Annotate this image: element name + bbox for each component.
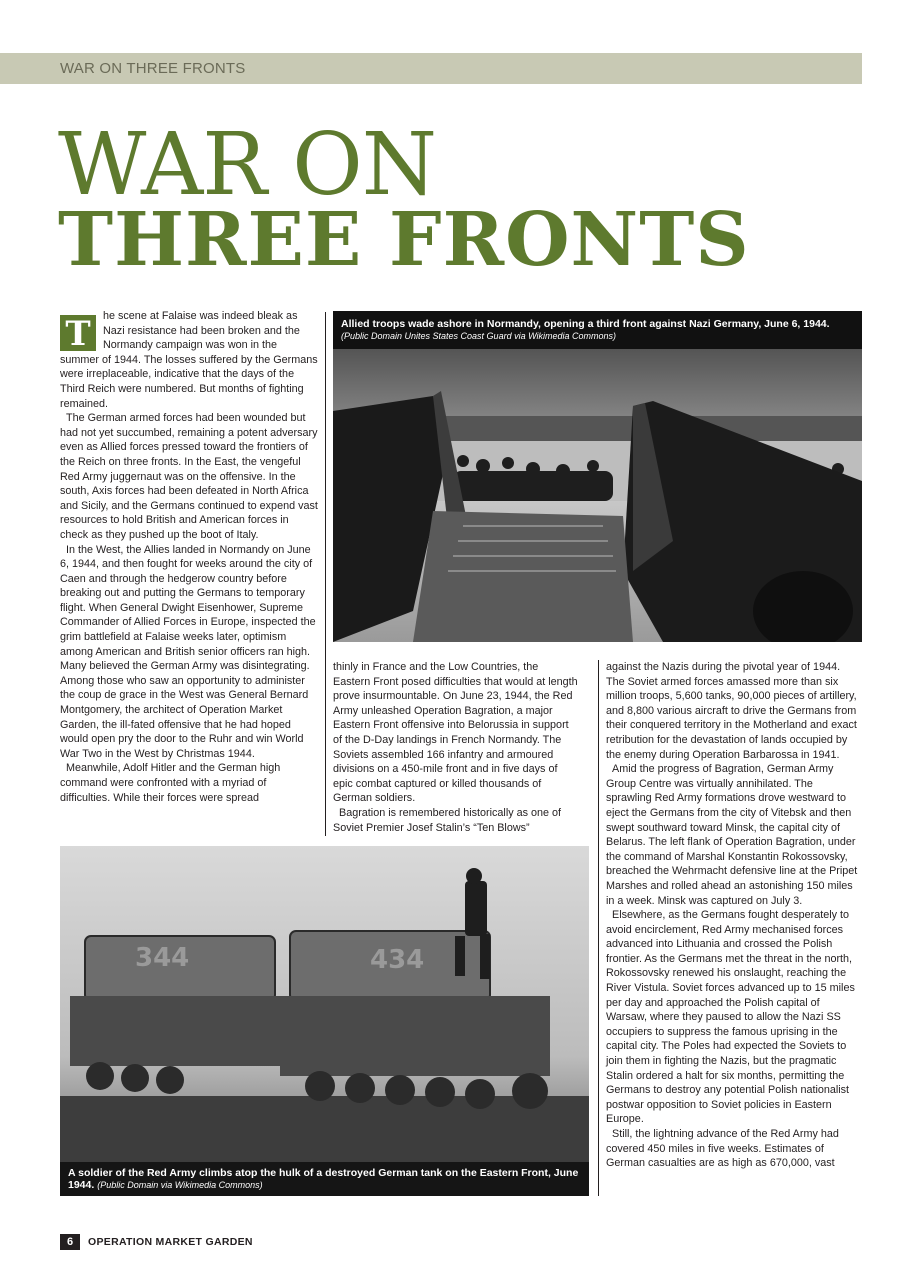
paragraph: Bagration is remembered historically as one of Soviet Premier Josef Stalin’s “Ten Blows” xyxy=(333,806,562,834)
article-column-1 xyxy=(60,309,318,805)
article-column-3 xyxy=(606,660,858,1171)
destroyed-tank-photo xyxy=(60,846,589,1196)
paragraph: In the West, the Allies landed in Normandy on June 6, 1944, and then fought for weeks around the city of Caen and through the hedgerow country before breaking out and putting the Germans to temporary flight. When General Dwight Eisenhower, Supreme Commander of Allied Forces in Europe, inspected the grim battlefield at Falaise weeks later, optimism among American and British senior officers ran high. Many believed the German Army was disintegrating. Among those who saw an opportunity to administer the coup de grace in the West was General Bernard Montgomery, the architect of Operation Market Garden, the ill-fated offensive that he had hoped would open pry the door to the Ruhr and win World War Two in the West by Christmas 1944. xyxy=(60,543,316,760)
publication-name: OPERATION MARKET GARDEN xyxy=(88,1236,253,1248)
tank-marking: 344 xyxy=(135,943,190,973)
dropcap: T xyxy=(60,315,96,351)
article-column-2 xyxy=(333,660,578,835)
caption-title: Allied troops wade ashore in Normandy, opening a third front against Nazi Germany, June 6, 1944. xyxy=(341,318,830,330)
paragraph: Still, the lightning advance of the Red Army had covered 450 miles in five weeks. Estimates of German casualties are as high as 670,000, vast xyxy=(606,1128,839,1170)
section-label: WAR ON THREE FRONTS xyxy=(60,60,246,77)
page-number: 6 xyxy=(60,1234,80,1250)
column-divider xyxy=(325,312,326,836)
section-header-band xyxy=(0,53,862,84)
title-line-1: WAR ON xyxy=(58,115,437,215)
caption-title: A soldier of the Red Army climbs atop the hulk of a destroyed German tank on the Eastern Front, June 1944. xyxy=(68,1167,579,1191)
column-divider xyxy=(598,660,599,1196)
paragraph: Elsewhere, as the Germans fought desperately to avoid encirclement, Red Army mechanised forces advanced into Lithuania and crossed the Polish frontier. As the Germans met the threat in the north, Rokossovsky renewed his onslaught, reaching the River Vistula. Soviet forces advanced up to 15 miles per day and approached the Polish capital of Warsaw, where they paused to allow the Nazi SS occupiers to suppress the famous uprising in the capital city. The Poles had expected the Soviets to join them in fighting the Nazis, but the pragmatic Stalin ordered a halt for six months, permitting the Germans to destroy any potential Polish nationalist postwar opposition to Soviet policies in Eastern Europe. xyxy=(606,909,855,1126)
photo-caption xyxy=(60,1162,589,1196)
paragraph: The German armed forces had been wounded but had not yet succumbed, remaining a potent adversary even as Allied forces pressed toward the frontiers of the Reich on three fronts. In the East, the vengeful Red Army juggernaut was on the offensive. In the south, Axis forces had been defeated in North Africa and Sicily, and the Germans continued to expend vast resources to hold British and American forces in check as they pushed up the boot of Italy. xyxy=(60,412,318,541)
normandy-landing-image xyxy=(333,311,862,642)
photo-caption xyxy=(333,311,862,349)
paragraph: he scene at Falaise was indeed bleak as Nazi resistance had been broken and the Normandy campaign was won in the summer of 1944. The losses suffered by the Germans were irreplaceable, indicative that the days of the Third Reich were numbered. But months of fighting remained. xyxy=(60,310,318,410)
caption-credit: (Public Domain Unites States Coast Guard via Wikimedia Commons) xyxy=(341,331,617,341)
paragraph: Meanwhile, Adolf Hitler and the German high command were confronted with a myriad of difficulties. While their forces were spread xyxy=(60,762,281,804)
paragraph: thinly in France and the Low Countries, the Eastern Front posed difficulties that would at length prove insurmountable. On June 23, 1944, the Red Army unleashed Operation Bagration, a major Eastern Front offensive into Belorussia in support of the D-Day landings in French Normandy. The Soviets assembled 166 infantry and armoured divisions on a 450-mile front and in five days of epic combat captured or killed thousands of German soldiers. xyxy=(333,661,578,805)
caption-credit: (Public Domain via Wikimedia Commons) xyxy=(97,1180,263,1190)
title-line-2: THREE FRONTS xyxy=(58,197,750,283)
destroyed-tank-image xyxy=(60,846,589,1196)
paragraph: Amid the progress of Bagration, German Army Group Centre was virtually annihilated. The sprawling Red Army formations drove westward to eject the Germans from the city of Vitebsk and then swept southward toward Minsk, the capital city of Belarus. The left flank of Operation Bagration, under the command of Marshal Konstantin Rokossovsky, breached the Wehrmacht defensive line at the Pripet Marshes and rolled ahead an astonishing 150 miles in a week. Minsk was captured on July 3. xyxy=(606,763,858,907)
tank-marking: 434 xyxy=(370,945,425,975)
normandy-landing-photo xyxy=(333,311,862,642)
page-footer xyxy=(60,1234,253,1250)
paragraph: against the Nazis during the pivotal year of 1944. The Soviet armed forces amassed more than six million troops, 5,600 tanks, 90,000 pieces of artillery, and 8,800 various aircraft to drive the Germans from their conquered territory in the Motherland and exact retribution for the devastation of lands occupied by the enemy during Operation Barbarossa in 1941. xyxy=(606,661,857,761)
